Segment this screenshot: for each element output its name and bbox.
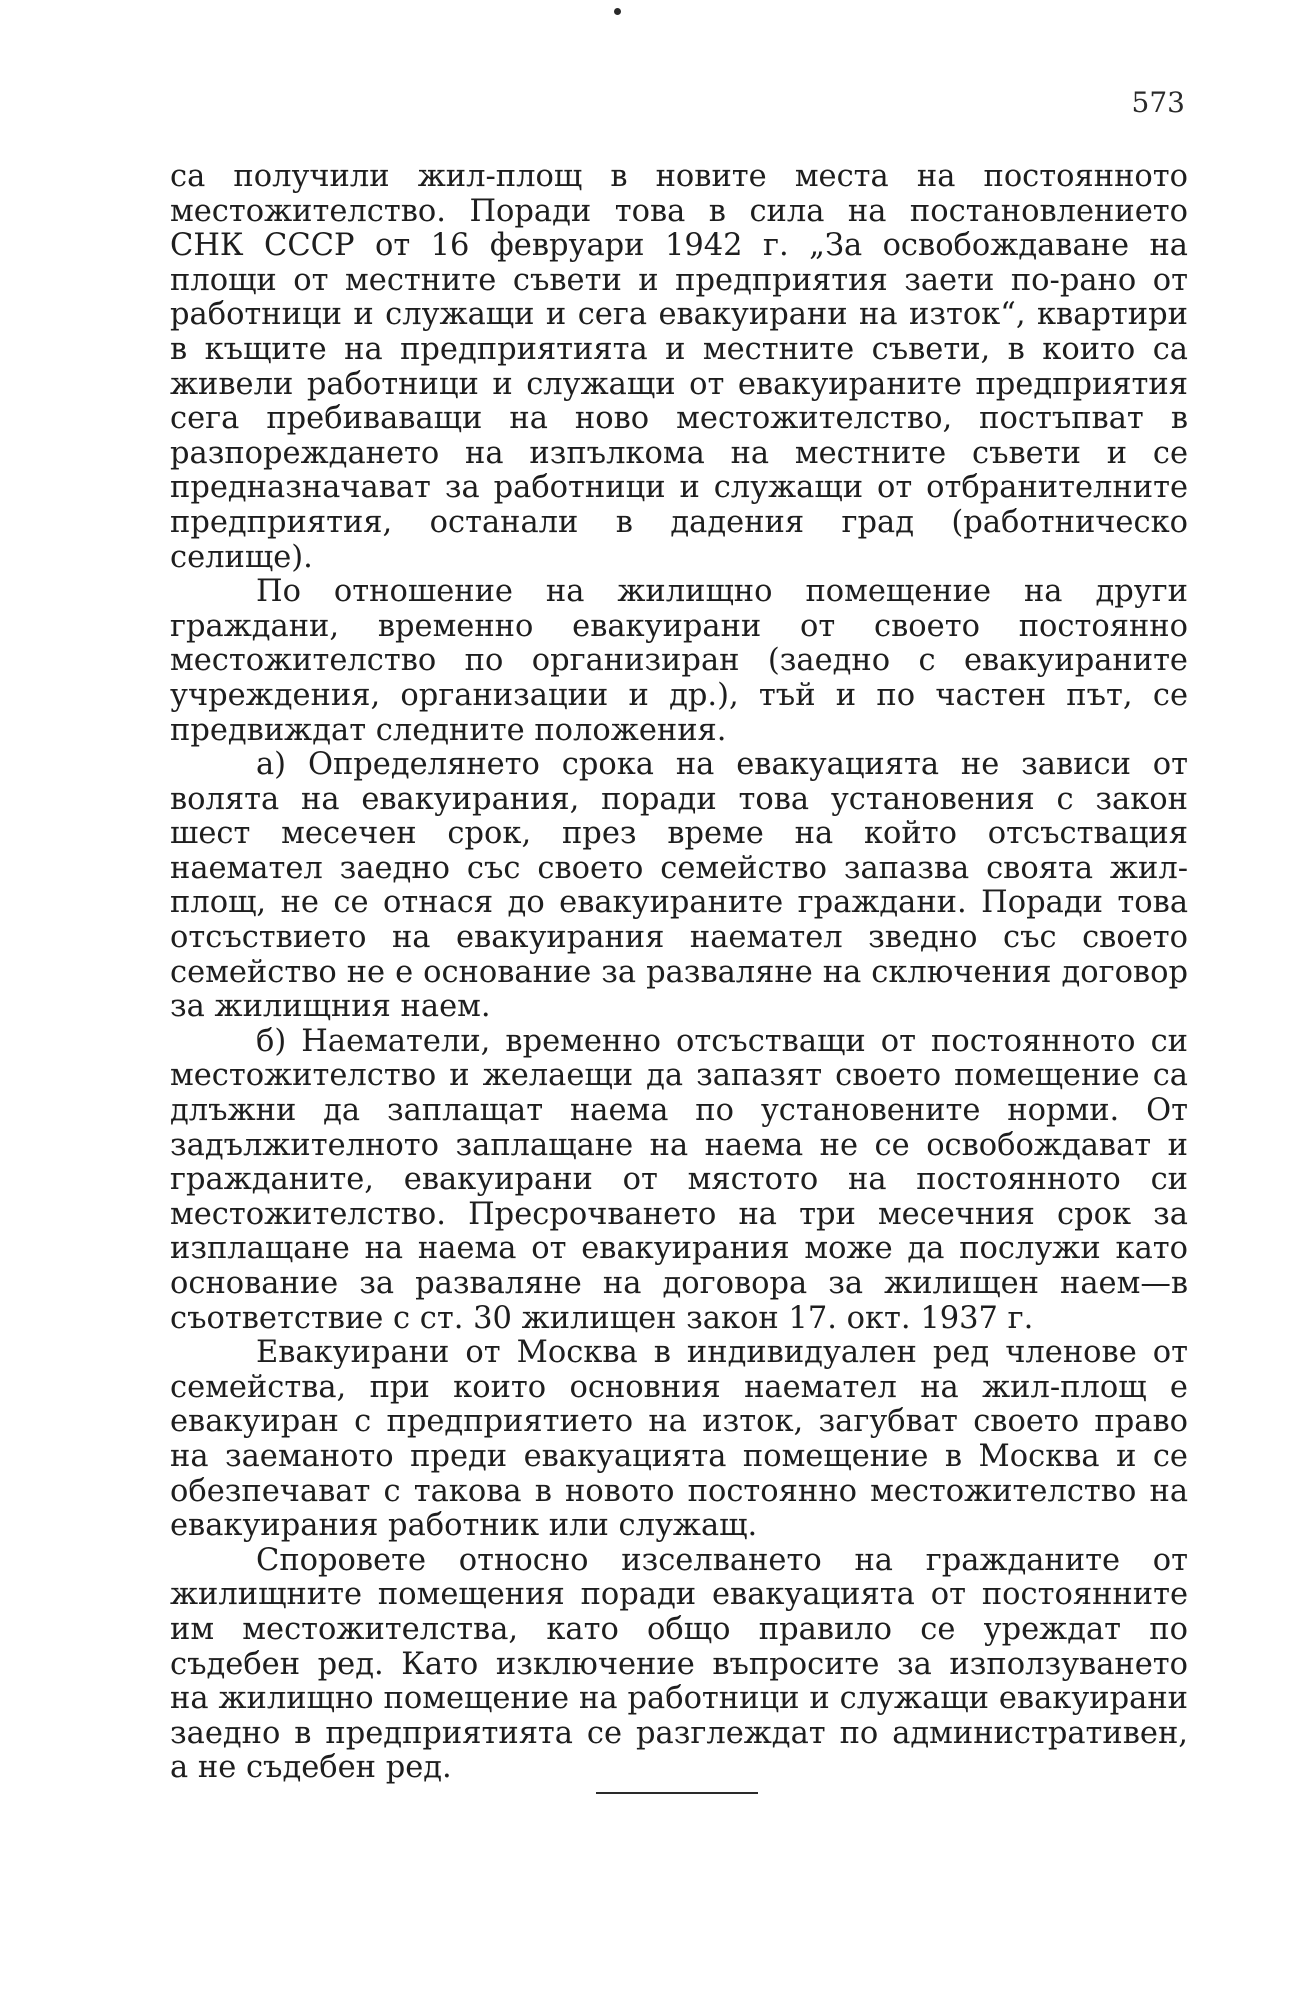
paragraph-5: Евакуирани от Москва в индивидуален ред членове от семейства, при които основния наемател на жил-площ е евакуиран с предприятието на изток, загубват своето право на заеманото преди евакуацията помещение в Москва и се обезпечават с такова в новото постоянно местожителство на евакуирания работник или служащ.: [170, 1335, 1188, 1544]
paragraph-2: По отношение на жилищно помещение на други граждани, временно евакуирани от своето постоянно местожителство по организиран (заедно с евакуираните учреждения, организации и др.), тъй и по частен път, се предвиждат следните положения.: [170, 574, 1188, 748]
paragraph-3: а) Определянето срока на евакуацията не зависи от волята на евакуирания, поради това установения с закон шест месечен срок, през време на който отсъствация наемател заедно със своето семейство запазва своята жил-площ, не се отнася до евакуираните граждани. Поради това отсъствието на евакуирания наемател зведно със своето семейство не е основание за разваляне на сключения договор за жилищния наем.: [170, 747, 1188, 1025]
section-divider: [596, 1792, 758, 1794]
body-text: [170, 160, 1188, 1786]
ink-speck: [614, 8, 621, 15]
paragraph-1: са получили жил-площ в новите места на постоянното местожителство. Поради това в сила на постановлението СНК СССР от 16 февруари 1942 г. „За освобождаване на площи от местните съвети и предприятия заети по-рано от работници и служащи и сега евакуирани на изток“, квартири в къщите на предприятията и местните съвети, в които са живели работници и служащи от евакуираните предприятия сега пребиваващи на ново местожителство, постъпват в разпореждането на изпълкома на местните съвети и се предназначават за работници и служащи от отбранителните предприятия, останали в дадения град (работническо селище).: [170, 159, 1188, 575]
page-number: 573: [1131, 86, 1185, 119]
paragraph-4: б) Наематели, временно отсъстващи от постоянното си местожителство и желаещи да запазят своето помещение са длъжни да заплащат наема по установените норми. От задължителното заплащане на наема не се освобождават и гражданите, евакуирани от мястото на постоянното си местожителство. Пресрочването на три месечния срок за изплащане на наема от евакуирания може да послужи като основание за разваляне на договора за жилищен наем—в съответствие с ст. 30 жилищен закон 17. окт. 1937 г.: [170, 1023, 1188, 1336]
paragraph-6: Споровете относно изселването на гражданите от жилищните помещения поради евакуацията от постоянните им местожителства, като общо правило се уреждат по съдебен ред. Като изключение въпросите за използуването на жилищно помещение на работници и служащи евакуирани заедно в предприятията се разглеждат по административен, а не съдебен ред.: [170, 1542, 1188, 1786]
